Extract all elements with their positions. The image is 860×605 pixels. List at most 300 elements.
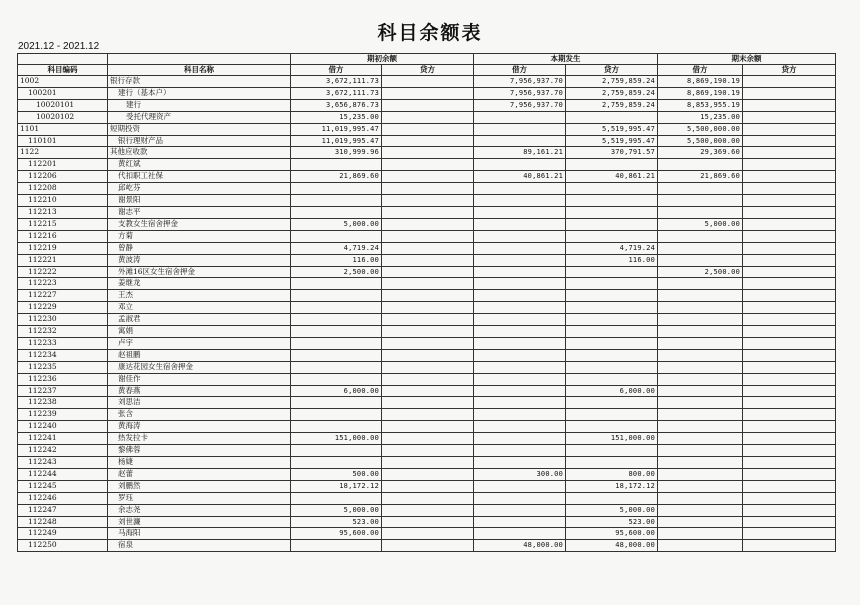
opening-debit: 18,172.12: [291, 480, 382, 492]
account-name: 谢志平: [108, 206, 291, 218]
current-debit: [474, 492, 566, 504]
account-code: 112222: [18, 266, 108, 278]
account-code: 10020102: [18, 111, 108, 123]
current-debit: [474, 326, 566, 338]
table-row: [18, 492, 836, 504]
closing-debit: 15,235.00: [658, 111, 743, 123]
current-debit: [474, 111, 566, 123]
current-credit: [566, 337, 658, 349]
closing-debit: [658, 516, 743, 528]
current-credit: 40,861.21: [566, 171, 658, 183]
table-row: [18, 230, 836, 242]
closing-credit: [743, 468, 836, 480]
closing-debit: [658, 468, 743, 480]
closing-debit: [658, 385, 743, 397]
account-code: 112227: [18, 290, 108, 302]
account-name: 张含: [108, 409, 291, 421]
account-code: 112229: [18, 302, 108, 314]
current-credit: [566, 266, 658, 278]
header-name-top: [108, 54, 291, 65]
closing-credit: [743, 492, 836, 504]
account-code: 112233: [18, 337, 108, 349]
current-debit: [474, 480, 566, 492]
account-code: 112208: [18, 183, 108, 195]
closing-credit: [743, 397, 836, 409]
account-name: 刘鹏然: [108, 480, 291, 492]
current-credit: 2,759,859.24: [566, 99, 658, 111]
closing-debit: [658, 278, 743, 290]
current-credit: 4,719.24: [566, 242, 658, 254]
table-row: [18, 76, 836, 88]
opening-credit: [382, 290, 474, 302]
account-name: 谢景阳: [108, 195, 291, 207]
closing-debit: [658, 314, 743, 326]
table-row: [18, 254, 836, 266]
opening-debit: 151,000.00: [291, 433, 382, 445]
closing-credit: [743, 76, 836, 88]
closing-debit: 2,500.00: [658, 266, 743, 278]
table-row: [18, 480, 836, 492]
closing-credit: [743, 206, 836, 218]
opening-credit: [382, 99, 474, 111]
current-credit: [566, 195, 658, 207]
table-row: [18, 540, 836, 552]
current-credit: 370,791.57: [566, 147, 658, 159]
account-name: 方菊: [108, 230, 291, 242]
current-credit: 5,000.00: [566, 504, 658, 516]
opening-credit: [382, 421, 474, 433]
account-name: 曾静: [108, 242, 291, 254]
current-credit: 2,759,859.24: [566, 76, 658, 88]
account-name: 赵蕾: [108, 468, 291, 480]
opening-credit: [382, 349, 474, 361]
account-name: 黄春燕: [108, 385, 291, 397]
account-name: 罗珏: [108, 492, 291, 504]
table-body: [18, 76, 836, 552]
closing-debit: 8,869,190.19: [658, 87, 743, 99]
closing-debit: [658, 373, 743, 385]
header-opening: 期初余额: [291, 54, 474, 65]
closing-credit: [743, 337, 836, 349]
current-credit: 2,759,859.24: [566, 87, 658, 99]
closing-debit: 5,500,000.00: [658, 123, 743, 135]
account-code: 112242: [18, 445, 108, 457]
account-code: 112247: [18, 504, 108, 516]
opening-debit: 500.00: [291, 468, 382, 480]
account-code: 112250: [18, 540, 108, 552]
account-name: 建行（基本户）: [108, 87, 291, 99]
closing-debit: [658, 421, 743, 433]
closing-debit: [658, 433, 743, 445]
account-name: 黄红斌: [108, 159, 291, 171]
closing-credit: [743, 278, 836, 290]
current-debit: [474, 123, 566, 135]
closing-credit: [743, 171, 836, 183]
account-code: 112240: [18, 421, 108, 433]
closing-debit: [658, 326, 743, 338]
current-credit: 95,600.00: [566, 528, 658, 540]
account-name: 寓娟: [108, 326, 291, 338]
table-row: [18, 242, 836, 254]
closing-credit: [743, 302, 836, 314]
account-code: 1002: [18, 76, 108, 88]
account-name: 邓立: [108, 302, 291, 314]
current-debit: 48,000.00: [474, 540, 566, 552]
opening-debit: [291, 349, 382, 361]
current-debit: [474, 445, 566, 457]
closing-debit: [658, 540, 743, 552]
current-credit: [566, 326, 658, 338]
closing-credit: [743, 111, 836, 123]
current-debit: 89,161.21: [474, 147, 566, 159]
opening-debit: 5,000.00: [291, 218, 382, 230]
current-debit: [474, 385, 566, 397]
closing-credit: [743, 445, 836, 457]
current-credit: [566, 314, 658, 326]
current-debit: 300.00: [474, 468, 566, 480]
account-code: 112248: [18, 516, 108, 528]
current-credit: [566, 183, 658, 195]
closing-credit: [743, 87, 836, 99]
current-debit: [474, 337, 566, 349]
opening-debit: [291, 183, 382, 195]
closing-debit: [658, 349, 743, 361]
table-row: [18, 87, 836, 99]
current-credit: 800.00: [566, 468, 658, 480]
closing-credit: [743, 504, 836, 516]
current-credit: [566, 159, 658, 171]
closing-debit: [658, 480, 743, 492]
closing-debit: 21,869.60: [658, 171, 743, 183]
current-debit: [474, 218, 566, 230]
account-name: 马海阳: [108, 528, 291, 540]
current-debit: [474, 373, 566, 385]
table-row: [18, 99, 836, 111]
opening-debit: [291, 326, 382, 338]
current-credit: 5,519,995.47: [566, 135, 658, 147]
account-code: 112236: [18, 373, 108, 385]
current-credit: [566, 445, 658, 457]
current-credit: [566, 409, 658, 421]
opening-credit: [382, 135, 474, 147]
table-row: [18, 171, 836, 183]
closing-credit: [743, 516, 836, 528]
current-credit: [566, 230, 658, 242]
current-debit: 7,956,937.70: [474, 76, 566, 88]
opening-credit: [382, 528, 474, 540]
table-row: [18, 504, 836, 516]
closing-debit: [658, 528, 743, 540]
account-code: 112246: [18, 492, 108, 504]
opening-credit: [382, 445, 474, 457]
opening-debit: [291, 278, 382, 290]
header-closing-credit: 贷方: [743, 65, 836, 76]
current-credit: [566, 373, 658, 385]
opening-debit: 15,235.00: [291, 111, 382, 123]
opening-credit: [382, 480, 474, 492]
opening-debit: 3,672,111.73: [291, 87, 382, 99]
current-debit: [474, 206, 566, 218]
opening-credit: [382, 516, 474, 528]
opening-debit: 6,000.00: [291, 385, 382, 397]
opening-credit: [382, 397, 474, 409]
account-name: 黎佛蓉: [108, 445, 291, 457]
table-row: [18, 147, 836, 159]
opening-credit: [382, 242, 474, 254]
account-name: 受托代理资产: [108, 111, 291, 123]
opening-credit: [382, 433, 474, 445]
account-name: 康达花园女生宿舍押金: [108, 361, 291, 373]
account-code: 112234: [18, 349, 108, 361]
opening-credit: [382, 123, 474, 135]
current-debit: 7,956,937.70: [474, 99, 566, 111]
header-current-debit: 借方: [474, 65, 566, 76]
opening-credit: [382, 385, 474, 397]
account-code: 112210: [18, 195, 108, 207]
account-code: 112230: [18, 314, 108, 326]
header-opening-credit: 贷方: [382, 65, 474, 76]
opening-credit: [382, 159, 474, 171]
current-credit: [566, 457, 658, 469]
table-row: [18, 111, 836, 123]
header-code: 科目编码: [18, 65, 108, 76]
closing-debit: [658, 445, 743, 457]
current-credit: [566, 290, 658, 302]
account-name: 邱屹芬: [108, 183, 291, 195]
opening-credit: [382, 266, 474, 278]
account-code: 110101: [18, 135, 108, 147]
account-name: 杨婕: [108, 457, 291, 469]
opening-debit: 95,600.00: [291, 528, 382, 540]
closing-debit: 8,869,190.19: [658, 76, 743, 88]
report-period: 2021.12 - 2021.12: [18, 41, 100, 52]
closing-debit: [658, 195, 743, 207]
closing-credit: [743, 290, 836, 302]
table-row: [18, 266, 836, 278]
current-debit: [474, 183, 566, 195]
table-row: [18, 445, 836, 457]
opening-debit: [291, 397, 382, 409]
closing-credit: [743, 540, 836, 552]
header-closing-debit: 借方: [658, 65, 743, 76]
current-debit: [474, 349, 566, 361]
table-row: [18, 326, 836, 338]
table-row: [18, 159, 836, 171]
closing-credit: [743, 314, 836, 326]
closing-debit: [658, 254, 743, 266]
opening-debit: [291, 195, 382, 207]
closing-credit: [743, 373, 836, 385]
account-name: 姜继龙: [108, 278, 291, 290]
current-debit: [474, 457, 566, 469]
account-code: 112215: [18, 218, 108, 230]
table-row: [18, 218, 836, 230]
header-closing: 期末余额: [658, 54, 836, 65]
opening-debit: 4,719.24: [291, 242, 382, 254]
opening-credit: [382, 457, 474, 469]
current-credit: [566, 206, 658, 218]
current-debit: [474, 528, 566, 540]
opening-debit: [291, 290, 382, 302]
account-name: 刘世濂: [108, 516, 291, 528]
current-debit: [474, 278, 566, 290]
account-name: 宿泉: [108, 540, 291, 552]
closing-debit: [658, 206, 743, 218]
account-name: 赵祖鹏: [108, 349, 291, 361]
closing-credit: [743, 433, 836, 445]
current-debit: [474, 230, 566, 242]
account-code: 112201: [18, 159, 108, 171]
table-row: [18, 373, 836, 385]
current-credit: 6,000.00: [566, 385, 658, 397]
closing-credit: [743, 528, 836, 540]
table-row: [18, 457, 836, 469]
opening-debit: 11,019,995.47: [291, 123, 382, 135]
account-name: 热发拉卡: [108, 433, 291, 445]
closing-debit: [658, 159, 743, 171]
opening-debit: 523.00: [291, 516, 382, 528]
account-name: 黄波涛: [108, 254, 291, 266]
opening-credit: [382, 504, 474, 516]
closing-credit: [743, 361, 836, 373]
closing-credit: [743, 183, 836, 195]
closing-credit: [743, 123, 836, 135]
current-credit: [566, 349, 658, 361]
current-credit: [566, 492, 658, 504]
report-title: 科目余额表: [377, 22, 483, 44]
opening-debit: 116.00: [291, 254, 382, 266]
current-debit: [474, 135, 566, 147]
current-debit: [474, 516, 566, 528]
current-debit: [474, 266, 566, 278]
table-row: [18, 349, 836, 361]
account-code: 112237: [18, 385, 108, 397]
opening-debit: [291, 421, 382, 433]
opening-credit: [382, 171, 474, 183]
account-name: 银行存款: [108, 76, 291, 88]
opening-credit: [382, 183, 474, 195]
account-code: 100201: [18, 87, 108, 99]
opening-debit: 21,869.60: [291, 171, 382, 183]
opening-debit: 5,000.00: [291, 504, 382, 516]
closing-debit: [658, 409, 743, 421]
opening-credit: [382, 195, 474, 207]
current-credit: 116.00: [566, 254, 658, 266]
current-credit: 18,172.12: [566, 480, 658, 492]
opening-debit: [291, 337, 382, 349]
table-row: [18, 337, 836, 349]
opening-credit: [382, 206, 474, 218]
closing-debit: [658, 361, 743, 373]
current-debit: [474, 397, 566, 409]
opening-credit: [382, 409, 474, 421]
closing-debit: [658, 504, 743, 516]
current-debit: [474, 302, 566, 314]
account-name: 王杰: [108, 290, 291, 302]
table-row: [18, 397, 836, 409]
header-opening-debit: 借方: [291, 65, 382, 76]
closing-credit: [743, 457, 836, 469]
opening-debit: [291, 457, 382, 469]
opening-credit: [382, 373, 474, 385]
opening-credit: [382, 540, 474, 552]
current-debit: [474, 159, 566, 171]
balance-table: [17, 53, 836, 552]
current-credit: [566, 361, 658, 373]
opening-credit: [382, 326, 474, 338]
closing-credit: [743, 135, 836, 147]
current-credit: [566, 111, 658, 123]
current-debit: [474, 314, 566, 326]
account-code: 112235: [18, 361, 108, 373]
closing-credit: [743, 421, 836, 433]
table-row: [18, 516, 836, 528]
table-row: [18, 314, 836, 326]
opening-credit: [382, 87, 474, 99]
header-current-credit: 贷方: [566, 65, 658, 76]
account-code: 112223: [18, 278, 108, 290]
table-row: [18, 385, 836, 397]
table-row: [18, 278, 836, 290]
account-code: 112216: [18, 230, 108, 242]
closing-credit: [743, 218, 836, 230]
opening-credit: [382, 147, 474, 159]
opening-debit: [291, 445, 382, 457]
current-credit: [566, 421, 658, 433]
opening-debit: [291, 159, 382, 171]
table-row: [18, 123, 836, 135]
table-row: [18, 468, 836, 480]
table-row: [18, 206, 836, 218]
opening-credit: [382, 278, 474, 290]
current-credit: 523.00: [566, 516, 658, 528]
account-name: 孟淑君: [108, 314, 291, 326]
current-debit: [474, 195, 566, 207]
table-row: [18, 290, 836, 302]
current-debit: [474, 409, 566, 421]
current-debit: [474, 433, 566, 445]
account-code: 112239: [18, 409, 108, 421]
closing-debit: [658, 230, 743, 242]
current-credit: [566, 397, 658, 409]
opening-debit: [291, 361, 382, 373]
account-code: 10020101: [18, 99, 108, 111]
opening-debit: [291, 409, 382, 421]
closing-debit: 5,000.00: [658, 218, 743, 230]
account-code: 112232: [18, 326, 108, 338]
closing-credit: [743, 254, 836, 266]
account-code: 1122: [18, 147, 108, 159]
opening-credit: [382, 230, 474, 242]
table-row: [18, 195, 836, 207]
closing-credit: [743, 242, 836, 254]
opening-debit: [291, 230, 382, 242]
current-debit: [474, 504, 566, 516]
account-name: 银行理财产品: [108, 135, 291, 147]
opening-debit: 11,019,995.47: [291, 135, 382, 147]
header-row-sub: [18, 65, 836, 76]
account-name: 刘思洁: [108, 397, 291, 409]
current-debit: [474, 254, 566, 266]
current-credit: 48,000.00: [566, 540, 658, 552]
account-name: 短期投资: [108, 123, 291, 135]
account-code: 112249: [18, 528, 108, 540]
opening-debit: 3,656,876.73: [291, 99, 382, 111]
opening-debit: 310,999.96: [291, 147, 382, 159]
closing-credit: [743, 195, 836, 207]
table-row: [18, 421, 836, 433]
opening-debit: 2,500.00: [291, 266, 382, 278]
